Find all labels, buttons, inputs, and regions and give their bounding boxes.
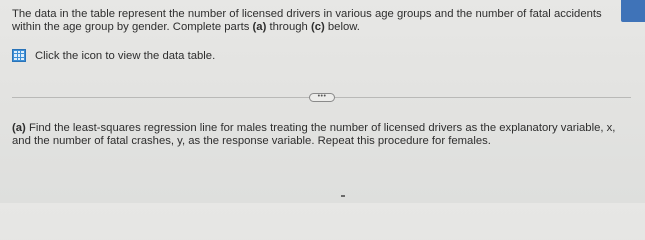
intro-through: through <box>266 20 311 33</box>
data-table-link-label: Click the icon to view the data table. <box>35 49 216 62</box>
question-intro <box>12 8 624 33</box>
part-c-ref: (c) <box>310 20 325 33</box>
part-a-ref: (a) <box>252 20 267 33</box>
intro-end: below. <box>324 20 360 33</box>
part-a-text: Find the least-squares regression line for males treating the number of licensed drivers as the explanatory variable, x, and the number of fatal crashes, y, as the response variable. Repeat this procedure for females. <box>12 122 616 147</box>
header-accent-tab <box>621 0 645 22</box>
intro-text: The data in the table represent the number of licensed drivers in various age groups and the number of fatal accidents within the age group by gender. Complete parts <box>12 8 602 33</box>
table-grid-icon[interactable] <box>12 49 26 62</box>
part-a-question <box>12 122 624 147</box>
part-a-label: (a) <box>12 122 26 134</box>
cursor-mark <box>341 195 345 197</box>
data-table-link[interactable] <box>12 49 215 62</box>
expand-more-button[interactable]: ••• <box>309 93 335 102</box>
